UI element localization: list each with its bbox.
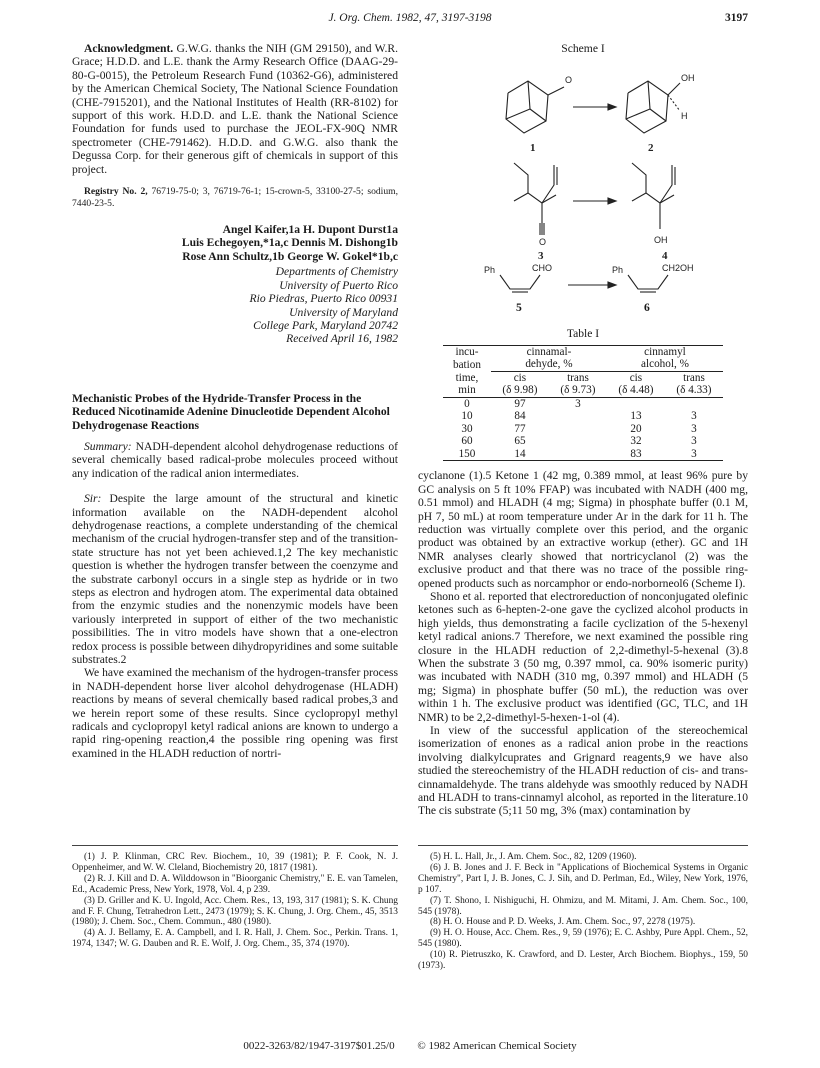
footnote: (9) H. O. House, Acc. Chem. Res., 9, 59 (1976); E. C. Ashby, Pure Appl. Chem., 52, 545 (1980). [418, 928, 748, 950]
atom-label: CH2OH [662, 263, 694, 274]
summary-text: NADH-dependent alcohol dehydrogenase reductions of several chemically based radical-probe molecules proceed without any indication of the radical anion intermediates. [72, 439, 398, 480]
table-cell: 0 [464, 397, 470, 410]
affiliation-line: College Park, Maryland 20742 [253, 318, 398, 332]
copyright-notice: © 1982 American Chemical Society [417, 1040, 577, 1052]
compound-label: 4 [662, 250, 668, 263]
arrow-head [608, 282, 616, 288]
affiliation [72, 265, 398, 332]
table-cell: 32 [630, 435, 642, 448]
table-header-cell: time, [455, 371, 479, 384]
table-cell: 3 [665, 448, 723, 461]
table-cell [549, 423, 607, 436]
compound-3-structure [514, 163, 557, 235]
table-cell [549, 435, 607, 448]
compound-2-structure [626, 81, 680, 133]
footnotes-left [72, 852, 398, 950]
table-row [443, 397, 723, 410]
compound-label: 3 [538, 250, 544, 263]
sir-text: Despite the large amount of the structural and kinetic information available on the NADH-dependent alcohol dehydrogenase reactions, a complete understanding of the chemical mechanism of the crucial hydrogen-transfer step and of the transition-state structure has not yet been achieved.1,2 The key mechanistic question is whether the hydrogen transfer between the coenzyme and the substrate carbonyl occurs in a single step as hydride or in two steps as electron and hydrogen atom. The experimental data obtained from the enzymic studies and the nonenzymic models have been variously interpreted in support of either of the two mechanistic possibilities. The in vitro models have shown that a one-electron redox process is possible between dihydropyridines and some suitable substrates.2 [72, 492, 398, 667]
table-cell: 3 [691, 410, 697, 423]
footnote: (2) R. J. Kill and D. A. Wilddowson in "Bioorganic Chemistry," E. E. van Tamelen, Ed., Academic Press, New York, 1978, Vol. 4, p 239. [72, 873, 398, 895]
body-paragraph: In view of the successful application of the stereochemical isomerization of enones as a radical anion probe in the reactions involving dialkylcuprates and Grignard reagents,9 we have also studied the stereochemistry of the HLADH reduction of cis- and trans-cinnamaldehyde. The trans aldehyde was smoothly reduced by NADH and HLADH to trans-cinnamyl alcohol, as reported in the literature.10 The cis substrate (5;11 50 mg, 3% (max) contamination by [418, 724, 748, 818]
table-header-cell: incu- [443, 345, 491, 358]
footnotes-right [418, 852, 748, 972]
table-cell [607, 397, 665, 410]
scheme-drawing [418, 59, 748, 279]
table-header-cell: cis [513, 371, 527, 384]
table-header-cell: (δ 4.48) [607, 384, 665, 397]
table-header-row [443, 384, 723, 397]
table-cell: 30 [461, 422, 473, 435]
registry-text: 76719-75-0; 3, 76719-76-1; 15-crown-5, 33100-27-5; sodium, 7440-23-5. [72, 186, 398, 209]
table-cell: 20 [630, 422, 642, 435]
table-header-cell: cis [629, 371, 643, 384]
table-row [443, 435, 723, 448]
table-header-row [443, 371, 723, 384]
table-header-cell: dehyde, % [491, 358, 607, 371]
arrow-head [608, 104, 616, 110]
page-header [72, 12, 748, 28]
footnote: (4) A. J. Bellamy, E. A. Campbell, and I. R. Hall, J. Chem. Soc., Perkin. Trans. 1, 1974, 1347; W. G. Dauben and R. E. Wolf, J. Org. Chem., 35, 374 (1970). [72, 928, 398, 950]
table-cell: 14 [491, 448, 549, 461]
table-title: Table I [566, 327, 600, 341]
table-header-cell: min [443, 384, 491, 397]
journal-citation: J. Org. Chem. 1982, 47, 3197-3198 [328, 12, 492, 24]
atom-label: OH [681, 73, 695, 84]
arrow-head [608, 198, 616, 204]
table-cell: 65 [514, 435, 526, 448]
atom-label: Ph [484, 265, 496, 276]
table-cell [549, 410, 607, 423]
footnote: (10) R. Pietruszko, K. Crawford, and D. Lester, Arch Biochem. Biophys., 159, 50 (1973). [418, 950, 748, 972]
table-cell: 3 [691, 422, 697, 435]
acknowledgment-text: G.W.G. thanks the NIH (GM 29150), and W.R. Grace; H.D.D. and L.E. thank the Army Research Office (DAAG-29-80-G-0015), the Petroleum Research Fund (10362-G6), administered by the American Chemical Society, The National Science Foundation (CHE-7915201), and the National Institutes of Health (RR-8102) for support of this work. H.D.D. and L.E. thank the National Science Foundation for funds used to purchase the JEOL-FX-90Q NMR spectrometer (CHE-791462). H.D.D. and G.W.G. also thank the Degussa Corp. for their generous gift of chemicals in support of this project. [72, 42, 398, 176]
body-paragraph: cyclanone (1).5 Ketone 1 (42 mg, 0.389 mmol, at least 96% pure by GC analysis on 5 ft 10% FFAP) was incubated with NADH (400 mg, 0.51 mmol) and HLADH (4 mg; Sigma) in phosphate buffer (0.1 M, pH 7, 50 mL) at room temperature under Ar in the dark for 11 h. The reduction was virtually complete over this period, and the organic product was obtained by an extractive workup (ether). GC and 1H NMR analyses clearly showed that nortricyclanol (2) was the exclusive product and that there was no trace of the possible ring-opened products such as norcamphor or endo-norborneol6 (Scheme I). [418, 469, 748, 590]
table-header-cell: cinnamal- [491, 345, 607, 358]
table-cell: 10 [461, 410, 473, 423]
table-cell: 97 [514, 397, 526, 410]
registry-heading: Registry No. 2, [84, 186, 148, 198]
table-header-row [443, 345, 723, 358]
received-date: Received April 16, 1982 [286, 332, 398, 346]
table-cell: 150 [443, 448, 491, 461]
footnote: (7) T. Shono, I. Nishiguchi, H. Ohmizu, and M. Mitami, J. Am. Chem. Soc., 100, 545 (1978). [418, 895, 748, 917]
table-cell: 84 [514, 410, 526, 423]
compound-label: 5 [516, 301, 522, 315]
right-column [418, 42, 748, 818]
table-header-cell: alcohol, % [607, 358, 723, 371]
atom-label: CHO [532, 263, 552, 274]
footnote: (3) D. Griller and K. U. Ingold, Acc. Chem. Res., 13, 193, 317 (1981); S. K. Chung and F. F. Chung, Tetrahedron Lett., 2473 (1979); S. K. Chung, J. Org. Chem., 45, 3513 (1980); J. Chem. Soc., Chem. Commun., 480 (1980). [72, 895, 398, 928]
cinnamyl-drawing [418, 261, 748, 301]
table-cell [549, 448, 607, 461]
compound-labels-row [418, 301, 748, 315]
table-cell: 77 [514, 422, 526, 435]
table-cell: 83 [607, 448, 665, 461]
compound-6-structure [628, 275, 668, 289]
reaction-scheme [418, 59, 748, 279]
affiliation-line: University of Puerto Rico [279, 278, 398, 292]
table-header-cell: (δ 4.33) [665, 384, 723, 397]
acknowledgment-heading: Acknowledgment. [84, 42, 174, 55]
table-header-cell: (δ 9.98) [491, 384, 549, 397]
table-row [443, 423, 723, 436]
body-paragraph: Shono et al. reported that electroreduction of nonconjugated olefinic ketones such as 6-hepten-2-one gave the cyclized alcohol products in high yields, thus demonstrating a facile cyclization of the 5-hexenyl ketyl radical anions.7 Therefore, we next examined the possible ring closure in the HLADH reduction of 2,2-dimethyl-5-hexenal (3).8 When the substrate 3 (50 mg, 0.397 mmol, ca. 90% isomeric purity) was incubated with NADH (310 mg, 0.397 mmol) and HLADH (5 mg; Sigma) in phosphate buffer (50 mL), the reduction was over within 1 h. The exclusive product was identified (GC, TLC, and 1H NMR) to be 2,2-dimethyl-5-hexen-1-ol (4). [418, 589, 748, 724]
affiliation-line: Departments of Chemistry [275, 265, 398, 279]
footnote: (1) J. P. Klinman, CRC Rev. Biochem., 10, 39 (1981); P. F. Cook, N. J. Oppenheimer, and W. W. Cleland, Biochemistry 20, 1817 (1981). [72, 852, 398, 873]
body-paragraph: We have examined the mechanism of the hydrogen-transfer process in NADH-dependent horse liver alcohol dehydrogenase (HLADH) reactions by means of several chemically based radical probes,3 and we herein report some of these results. Since cyclopropyl methyl radicals and cyclopropyl ketyl radical anions are known to undergo a rapid ring-opening reaction,4 the possible ring opening was first examined in the HLADH reduction of nortri- [72, 666, 398, 760]
atom-label: O [539, 237, 547, 248]
page-footer [72, 1040, 748, 1052]
footnote-rule [72, 845, 398, 846]
summary-label: Summary: [84, 439, 132, 453]
table-cell: 3 [575, 397, 581, 410]
atom-label: O [565, 75, 573, 86]
data-table [443, 345, 723, 462]
footnote-rule [418, 845, 748, 846]
sir-label: Sir: [84, 492, 102, 506]
footnote: (8) H. O. House and P. D. Weeks, J. Am. Chem. Soc., 97, 2278 (1975). [430, 917, 696, 928]
table-row [443, 410, 723, 423]
table-cell: 13 [630, 410, 642, 423]
compound-label: 2 [648, 142, 654, 155]
footnote: (5) H. L. Hall, Jr., J. Am. Chem. Soc., 82, 1209 (1960). [430, 852, 637, 862]
compound-5-structure [500, 275, 540, 289]
scheme-title: Scheme I [561, 42, 605, 55]
article-title: Mechanistic Probes of the Hydride-Transfer Process in the Reduced Nicotinamide Adenine Dinucleotide Dependent Alcohol Dehydrogenase Reactions [72, 391, 390, 432]
atom-label: OH [654, 235, 668, 246]
table-cell: 3 [691, 435, 697, 448]
table-row [443, 448, 723, 461]
author-line: Rose Ann Schultz,1b George W. Gokel*1b,c [182, 249, 398, 263]
atom-label: Ph [612, 265, 624, 276]
summary [72, 440, 398, 480]
table-header-cell: cinnamyl [607, 345, 723, 358]
table-header-cell: trans [683, 371, 705, 384]
affiliation-line: University of Maryland [289, 305, 398, 319]
cinnamyl-scheme-row [418, 261, 748, 301]
compound-label: 1 [530, 142, 536, 155]
table-cell [665, 397, 723, 410]
author-line: Luis Echegoyen,*1a,c Dennis M. Dishong1b [181, 236, 398, 250]
right-body-text [418, 469, 748, 818]
compound-label: 6 [644, 301, 650, 315]
registry-numbers [72, 186, 398, 209]
page-number: 3197 [725, 12, 748, 24]
acknowledgment [72, 42, 398, 176]
table-header-cell: trans [567, 371, 589, 384]
compound-4-structure [632, 163, 675, 229]
affiliation-line: Rio Piedras, Puerto Rico 00931 [249, 292, 398, 306]
atom-label: H [681, 111, 688, 122]
article-code: 0022-3263/82/1947-3197$01.25/0 [243, 1040, 395, 1052]
table-header-cell: (δ 9.73) [549, 384, 607, 397]
author-line: Angel Kaifer,1a H. Dupont Durst1a [222, 223, 398, 237]
left-column [72, 42, 398, 760]
table-header-cell: bation [452, 358, 481, 371]
table-header-row [443, 358, 723, 371]
footnote: (6) J. B. Jones and J. F. Beck in "Applications of Biochemical Systems in Organic Chemistry", Part I, J. B. Jones, C. J. Sih, and D. Perlman, Ed., Wiley, New York, 1976, p 107. [418, 862, 748, 895]
compound-1-structure [506, 81, 564, 133]
author-list [72, 223, 398, 263]
body-paragraph [72, 492, 398, 666]
table-cell: 60 [461, 435, 473, 448]
